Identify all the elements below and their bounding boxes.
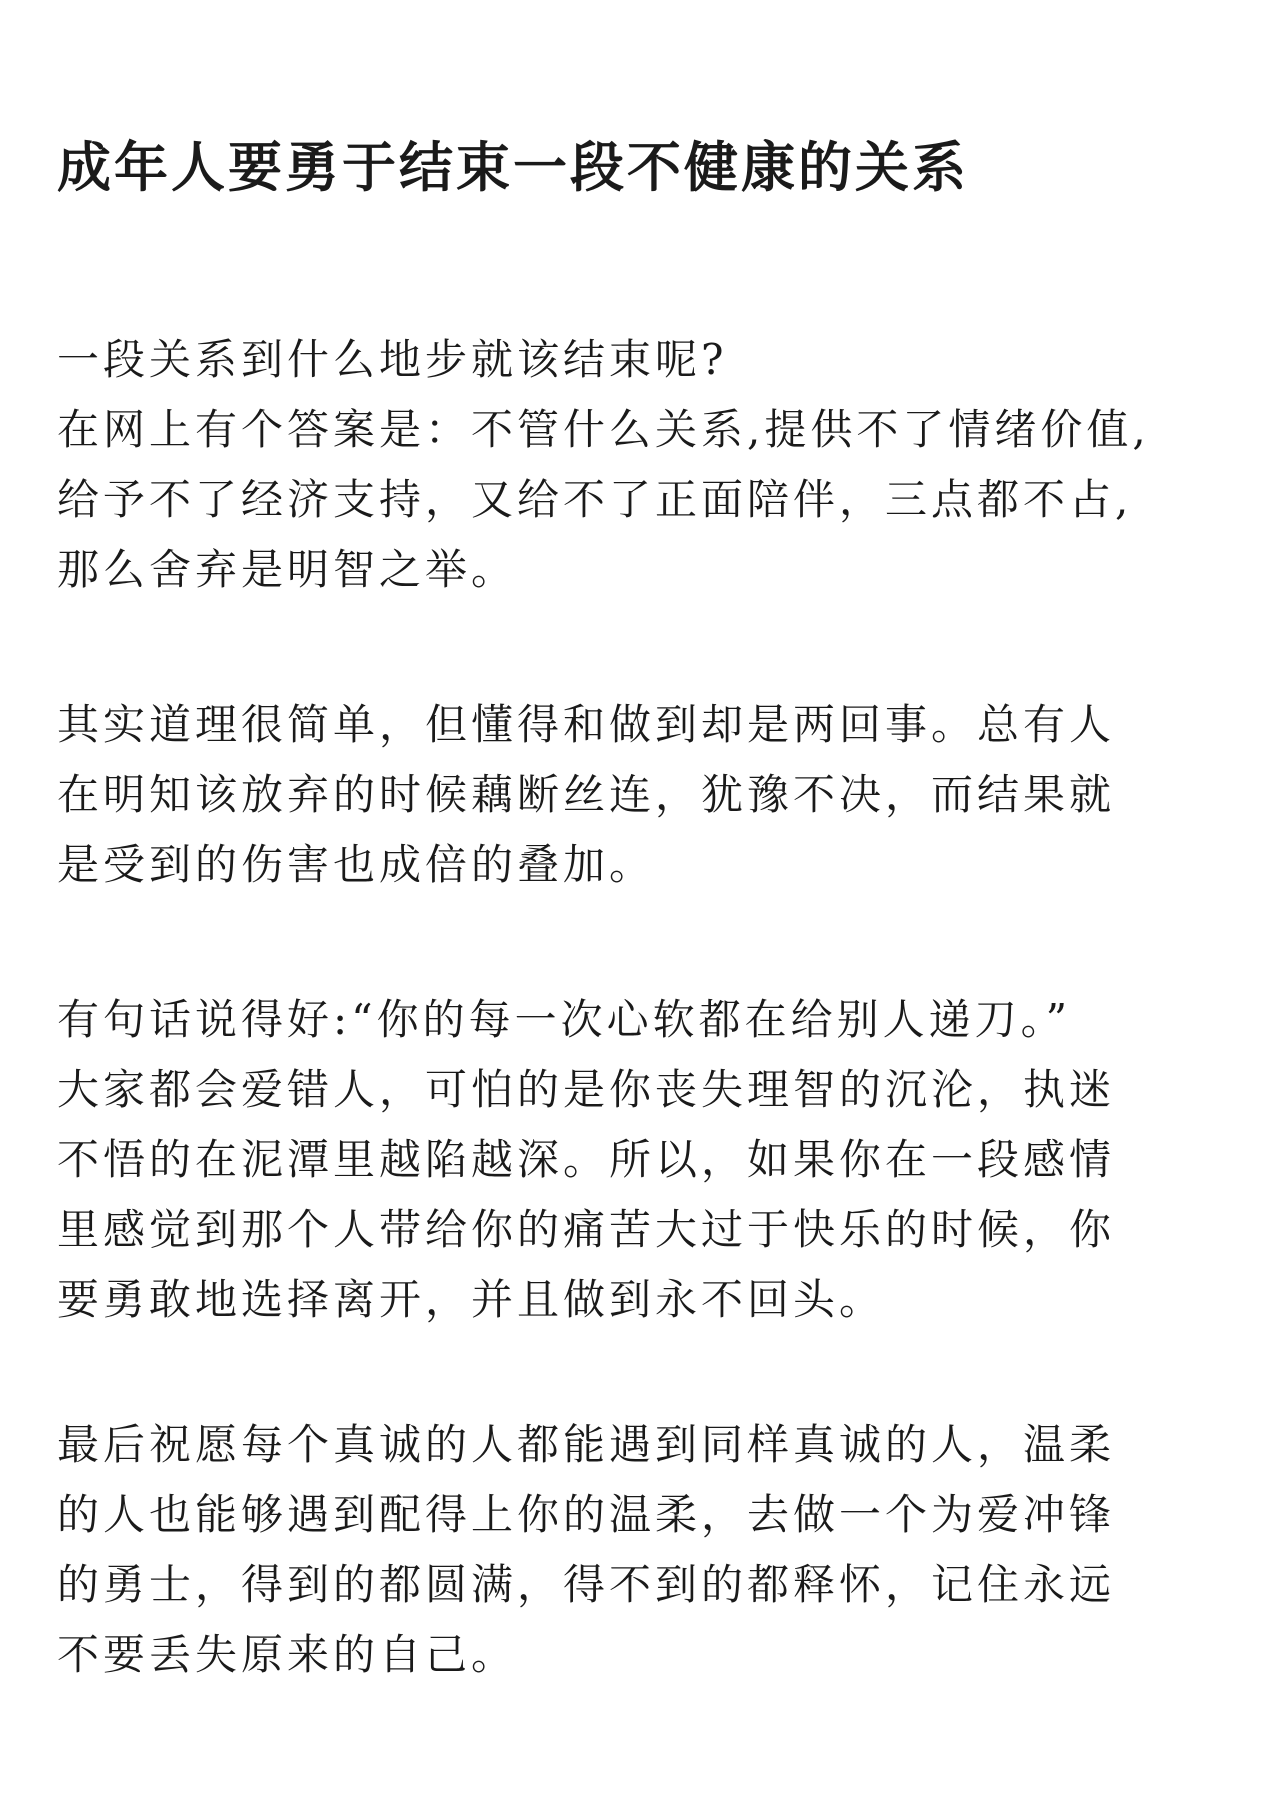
article-title: 成年人要勇于结束一段不健康的关系 — [57, 136, 969, 199]
paragraph-line: 在网上有个答案是：不管什么关系,提供不了情绪价值, — [57, 405, 1150, 454]
paragraph-3 — [57, 985, 1115, 1335]
paragraph-4 — [57, 1410, 1115, 1690]
paragraph-line: 不悟的在泥潭里越陷越深。所以，如果你在一段感情 — [57, 1135, 1116, 1184]
paragraph-line: 一段关系到什么地步就该结束呢? — [57, 335, 728, 384]
paragraph-line: 最后祝愿每个真诚的人都能遇到同样真诚的人，温柔 — [57, 1420, 1116, 1469]
paragraph-2 — [57, 690, 1115, 900]
paragraph-line: 要勇敢地选择离开，并且做到永不回头。 — [57, 1275, 886, 1324]
paragraph-line: 有句话说得好:“你的每一次心软都在给别人递刀。” — [57, 995, 1072, 1044]
paragraph-line: 在明知该放弃的时候藕断丝连，犹豫不决，而结果就 — [57, 770, 1116, 819]
paragraph-line: 其实道理很简单，但懂得和做到却是两回事。总有人 — [57, 700, 1116, 749]
paragraph-line: 大家都会爱错人，可怕的是你丧失理智的沉沦，执迷 — [57, 1065, 1116, 1114]
paragraph-line: 不要丢失原来的自己。 — [57, 1630, 518, 1679]
paragraph-line: 的勇士，得到的都圆满，得不到的都释怀，记住永远 — [57, 1560, 1116, 1609]
paragraph-line: 是受到的伤害也成倍的叠加。 — [57, 840, 656, 889]
paragraph-line: 的人也能够遇到配得上你的温柔，去做一个为爱冲锋 — [57, 1490, 1116, 1539]
paragraph-line: 给予不了经济支持，又给不了正面陪伴，三点都不占, — [57, 475, 1133, 524]
paragraph-1 — [57, 325, 1150, 605]
paragraph-line: 那么舍弃是明智之举。 — [57, 545, 518, 594]
paragraph-line: 里感觉到那个人带给你的痛苦大过于快乐的时候，你 — [57, 1205, 1116, 1254]
